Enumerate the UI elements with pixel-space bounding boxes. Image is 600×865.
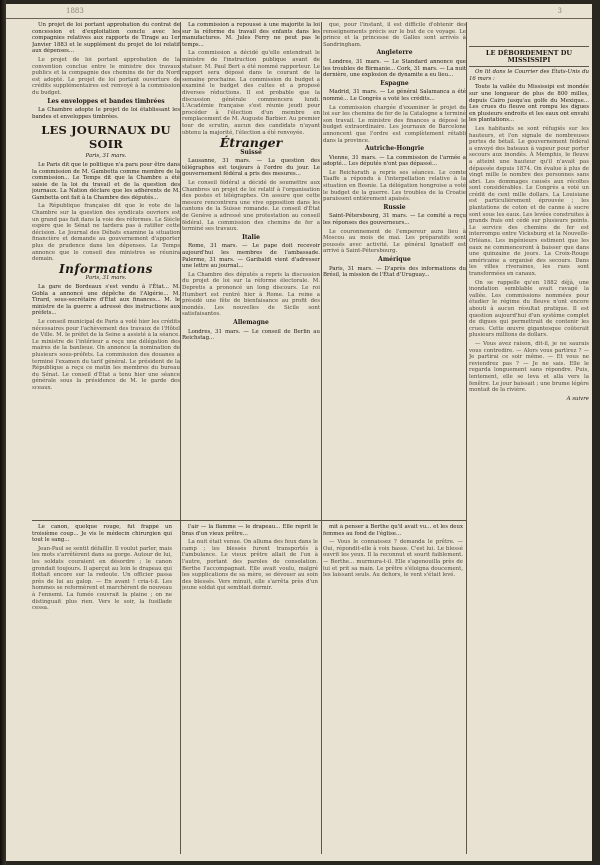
filler-text: La Chambre des députés a repris la discussion du projet de loi sur la réforme électorale. M. Depretis a prononcé un long discours. Le roi Humbert est rentré hier à Rome. La reine a présidé une fête de bienfaisance au profit des inondés. Les nouvelles de Sicile sont satisfaisantes. [182, 271, 320, 318]
mississipi-dateline: On lit dans le Courrier des États-Unis du 16 mars : [469, 69, 589, 82]
filler-text: que, pour l'instant, il est difficile d'obtenir des renseignements précis sur le but de ce voyage. Le prince et la princesse de Galles sont arrivés à Sandringham. [323, 22, 466, 48]
feuilleton-text: l'air — la flamme — le drapeau... Elle reprit le bras d'un vieux prêtre... [182, 524, 318, 537]
filler-text: Le couronnement de l'empereur aura lieu à Moscou au mois de mai. Les préparatifs sont poussés avec activité. Le général Ignatieff est arrivé à Saint-Pétersbourg. [323, 228, 466, 255]
journaux-heading: LES JOURNAUX DU SOIR [41, 123, 171, 152]
column-rule [466, 22, 467, 854]
angleterre-text: Londres, 31 mars. — Le Standard annonce que les troubles de Birmanie... Cork, 31 mars. — La nuit dernière, une explosion de dynamite a eu lieu... [323, 58, 466, 79]
ad-title: Les enveloppes et bandes timbrées [47, 97, 165, 105]
filler-text: Le conseil municipal de Paris a voté hier les crédits nécessaires pour l'achèvement des travaux de l'Hôtel de Ville. M. le préfet de la Seine a assisté à la séance. Le ministre de l'intérieur a reçu une délégation des maires de la banlieue. On annonce la nomination de plusieurs sous-préfets. La commission des douanes a terminé l'examen du tarif général. Le président de la République a reçu ce matin les membres du bureau du Sénat. Le conseil d'État a tenu hier une séance générale sous la présidence de M. le garde des sceaux. [32, 318, 180, 391]
header-folio: 3 [557, 7, 562, 15]
italie-text: Rome, 31 mars. — Le pape doit recevoir aujourd'hui les membres de l'ambassade. Palerme, 31 mars. — Garibaldi vient d'adresser une lettre au journal... [182, 243, 320, 270]
angleterre-heading: Angleterre [376, 49, 413, 57]
informations-heading: Informations [59, 261, 153, 276]
journaux-date: Paris, 31 mars. [85, 153, 127, 160]
filler-text: — Vous avez raison, dit-il, je ne saurais vous contredire. — Alors vous partirez ? — Je partirai ce soir même. — Et vous ne reviendrez pas ? — Je ne sais. Elle le regarda longuement sans répondre. Puis, lentement, elle se leva et alla vers la fenêtre. Le jour baissait ; une brume légère montait de la rivière. [469, 340, 589, 394]
russie-heading: Russie [383, 203, 406, 211]
filler-text: La République française dit que le vote de la Chambre sur la question des syndicats ouvriers est un grand pas fait dans la voie des réformes. Le Siècle espère que le Sénat ne tardera pas à ratifier cette décision. Le Journal des Débats examine la situation financière et demande au gouvernement d'apporter plus de prudence dans les dépenses. Le Temps annonce que le conseil des ministres se réunira demain. [32, 203, 180, 263]
autriche-text: Vienne, 31 mars. — La commission de l'armée a adopté... Les députés n'ont pas dépassé... [323, 154, 466, 168]
feuilleton-col-2 [182, 524, 318, 854]
filler-text: Le Reichsrath a repris ses séances. Le comte Taaffe a répondu à l'interpellation relative à la situation en Bosnie. La délégation hongroise a voté le budget de la guerre. Les troubles de la Croatie paraissent entièrement apaisés. [323, 169, 466, 203]
info-text: La gare de Bordeaux s'est vendu à l'État... M. Gobla a annoncé une dépêche de l'Algérie... M. Tirard, sous-secrétaire d'État aux finances... M. le ministre de la guerre a adressé des instructions aux préfets... [32, 284, 180, 317]
mississipi-text: Toute la vallée du Mississipi est inondée sur une longueur de plus de 800 milles, depuis Cairo jusqu'au golfe du Mexique... Les crues du fleuve ont rompu les digues en plusieurs endroits et les eaux ont envahi les plantations... [469, 84, 589, 124]
running-header [6, 4, 592, 19]
ad-text: La Chambre adopte le projet de loi établissant les bandes et enveloppes timbrées. [32, 107, 180, 120]
signature: A suivre [566, 395, 589, 402]
espagne-text: Madrid, 31 mars. — Le général Salamanca a été nommé... Le Congrès a voté les crédits... [323, 89, 466, 102]
suisse-text: Lausanne, 31 mars. — La question des télégraphes est toujours à l'ordre du jour. Le gouvernement fédéral a pris des mesures... [182, 158, 320, 178]
filler-text: Les habitants se sont réfugiés sur les hauteurs, et l'on signale de nombreuses pertes de bétail. Le gouvernement fédéral a envoyé des bateaux à vapeur pour porter secours aux inondés. À Memphis, le fleuve a atteint une hauteur qu'il n'avait pas dépassée depuis 1874. On évalue à plus de vingt mille le nombre des personnes sans abri. Les dommages causés aux récoltes sont considérables. Le Congrès a voté un crédit de cent mille dollars. La Louisiane est particulièrement éprouvée ; les plantations de coton et de canne à sucre sont sous les eaux. Les levées construites à grands frais ont cédé sur plusieurs points. Le service des chemins de fer est interrompu entre Vicksburg et la Nouvelle-Orléans. Les ingénieurs estiment que les eaux ne commenceront à baisser que dans une quinzaine de jours. La Croix-Rouge américaine a organisé des secours. Dans les villes riveraines, les rues sont transformées en canaux. [469, 125, 589, 277]
amerique-heading: Amérique [378, 256, 411, 263]
lead-paragraph: La commission a repoussé à une majorité la loi sur la réforme du travail des enfants dans les manufactures. M. Jules Ferry ne peut pas le temps... [182, 22, 320, 48]
filler-text: — Vous le connaissez ? demanda le prêtre. — Oui, répondit-elle à voix basse. C'est lui. Le blessé ouvrit les yeux. Il la reconnut et sourit faiblement. — Berthe… murmura-t-il. Elle s'agenouilla près de lui et prit sa main. Le prêtre s'éloigna doucement, les laissant seuls. Au dehors, le vent s'était levé. [323, 539, 463, 579]
espagne-heading: Espagne [380, 79, 409, 87]
feuilleton-col-3 [323, 524, 463, 854]
filler-text: On se rappelle qu'en 1882 déjà, une inondation semblable avait ravagé la vallée. Les commissions nommées pour étudier le régime du fleuve n'ont encore abouti à aucun résultat pratique. Il est question aujourd'hui d'un système complet de digues qui permettrait de contenir les crues. Cette œuvre gigantesque coûterait plusieurs millions de dollars. [469, 279, 589, 339]
filler-text: Le projet de loi portant approbation de la convention conclue entre le ministre des travaux publics et la compagnie des chemins de fer du Nord est adopté. Le projet de loi portant ouverture de crédits supplémentaires est renvoyé à la commission du budget. [32, 56, 180, 96]
allemagne-text: Londres, 31 mars. — Le conseil de Berlin au Reichstag... [182, 328, 320, 342]
info-date: Paris, 31 mars. [85, 275, 127, 282]
filler-text: Le conseil fédéral a décidé de soumettre aux Chambres un projet de loi relatif à l'organisation des postes et télégraphes. On assure que cette mesure rencontrera une vive opposition dans les cantons de la Suisse romande. Le conseil d'État de Genève a adressé une protestation au conseil fédéral. La commission des chemins de fer a terminé ses travaux. [182, 180, 320, 233]
filler-text: La commission chargée d'examiner le projet de loi sur les chemins de fer de la Catalogne a terminé son travail. Le ministre des finances a déposé le budget extraordinaire. Les journaux de Barcelone annoncent que l'ordre est complètement rétabli dans la province. [323, 104, 466, 144]
russie-text: Saint-Pétersbourg, 31 mars. — Le comité a reçu les réponses des gouverneurs... [323, 213, 466, 227]
column-4 [469, 22, 589, 852]
mississipi-heading: LE DÉBORDEMENT DU MISSISSIPI [469, 46, 589, 67]
column-1 [32, 22, 180, 518]
etranger-heading: Étranger [219, 135, 283, 151]
header-date: 1883 [66, 7, 84, 15]
suisse-heading: Suisse [240, 148, 262, 156]
autriche-heading: Autriche-Hongrie [364, 145, 425, 153]
journaux-text: Le Paris dit que le politique n'a paru pour être dans la commission de M. Gambetta comme membre de la commission... Le Temps dit que la Chambre a été saisie de la loi du travail et de la question des journaux. La Nation déclare que les adhérents de M. Gambetta ont fait à la Chambre des députés... [32, 161, 180, 201]
column-3 [323, 22, 466, 518]
feuilleton-col-1 [32, 524, 172, 854]
column-2 [182, 22, 320, 518]
column-rule [180, 22, 181, 854]
feuilleton-rule [32, 520, 466, 521]
allemagne-heading: Allemagne [233, 318, 269, 326]
italie-heading: Italie [242, 233, 260, 241]
newspaper-page [6, 4, 592, 861]
feuilleton-text: Le canon, quelque rouge, fut frappé un troisième coup... Je vis le médecin chirurgien qui tout le sang... [32, 524, 172, 544]
filler-text: La nuit était venue. On alluma des feux dans le camp ; les blessés furent transportés à l'ambulance. Le vieux prêtre allait de l'un à l'autre, portant des paroles de consolation. Berthe l'accompagnait. Elle avait voulu, malgré les supplications de sa mère, se dévouer au soin des blessés. Vers minuit, elle s'arrêta près d'un jeune soldat qui semblait dormir. [182, 539, 318, 592]
lead-paragraph: Un projet de loi portant approbation du contrat de concession et d'exploitation conclu avec les compagnies relatives aux rapports de Tirage au 1er Janvier 1883 et le supplément du projet de loi relatif aux dépenses... [32, 22, 180, 55]
amerique-text: Paris, 31 mars. — D'après des informations du Brésil, la mission de l'État d'Uruguay... [323, 265, 466, 279]
filler-text: La commission a décidé qu'elle entendrait le ministre de l'instruction publique avant de statuer. M. Paul Bert a été nommé rapporteur. Le rapport sera déposé dans le courant de la semaine prochaine. La commission du budget a examiné le budget des cultes et a proposé diverses réductions. Il est probable que la discussion générale commencera lundi. L'Académie française s'est réunie jeudi pour procéder à l'élection d'un membre en remplacement de M. Auguste Barbier. Au premier tour de scrutin, aucun des candidats n'ayant obtenu la majorité, l'élection a été renvoyée. [182, 50, 320, 136]
column-rule [321, 22, 322, 854]
feuilleton-text: mit à penser à Berthe qu'il avait vu... et les deux femmes au fond de l'église... [323, 524, 463, 537]
filler-text: Jean-Paul se sentit défaillir. Il voulut parler, mais les mots s'arrêtèrent dans sa gorge. Autour de lui, les soldats couraient en désordre ; le canon grondait toujours. Il aperçut au loin le drapeau qui flottait encore sur la redoute. Un officier passa près de lui au galop. — En avant ! cria-t-il. Les hommes se reformèrent et marchèrent de nouveau à l'ennemi. La fumée couvrait la plaine ; on ne distinguait plus rien. Vers le soir, la fusillade cessa. [32, 545, 172, 612]
